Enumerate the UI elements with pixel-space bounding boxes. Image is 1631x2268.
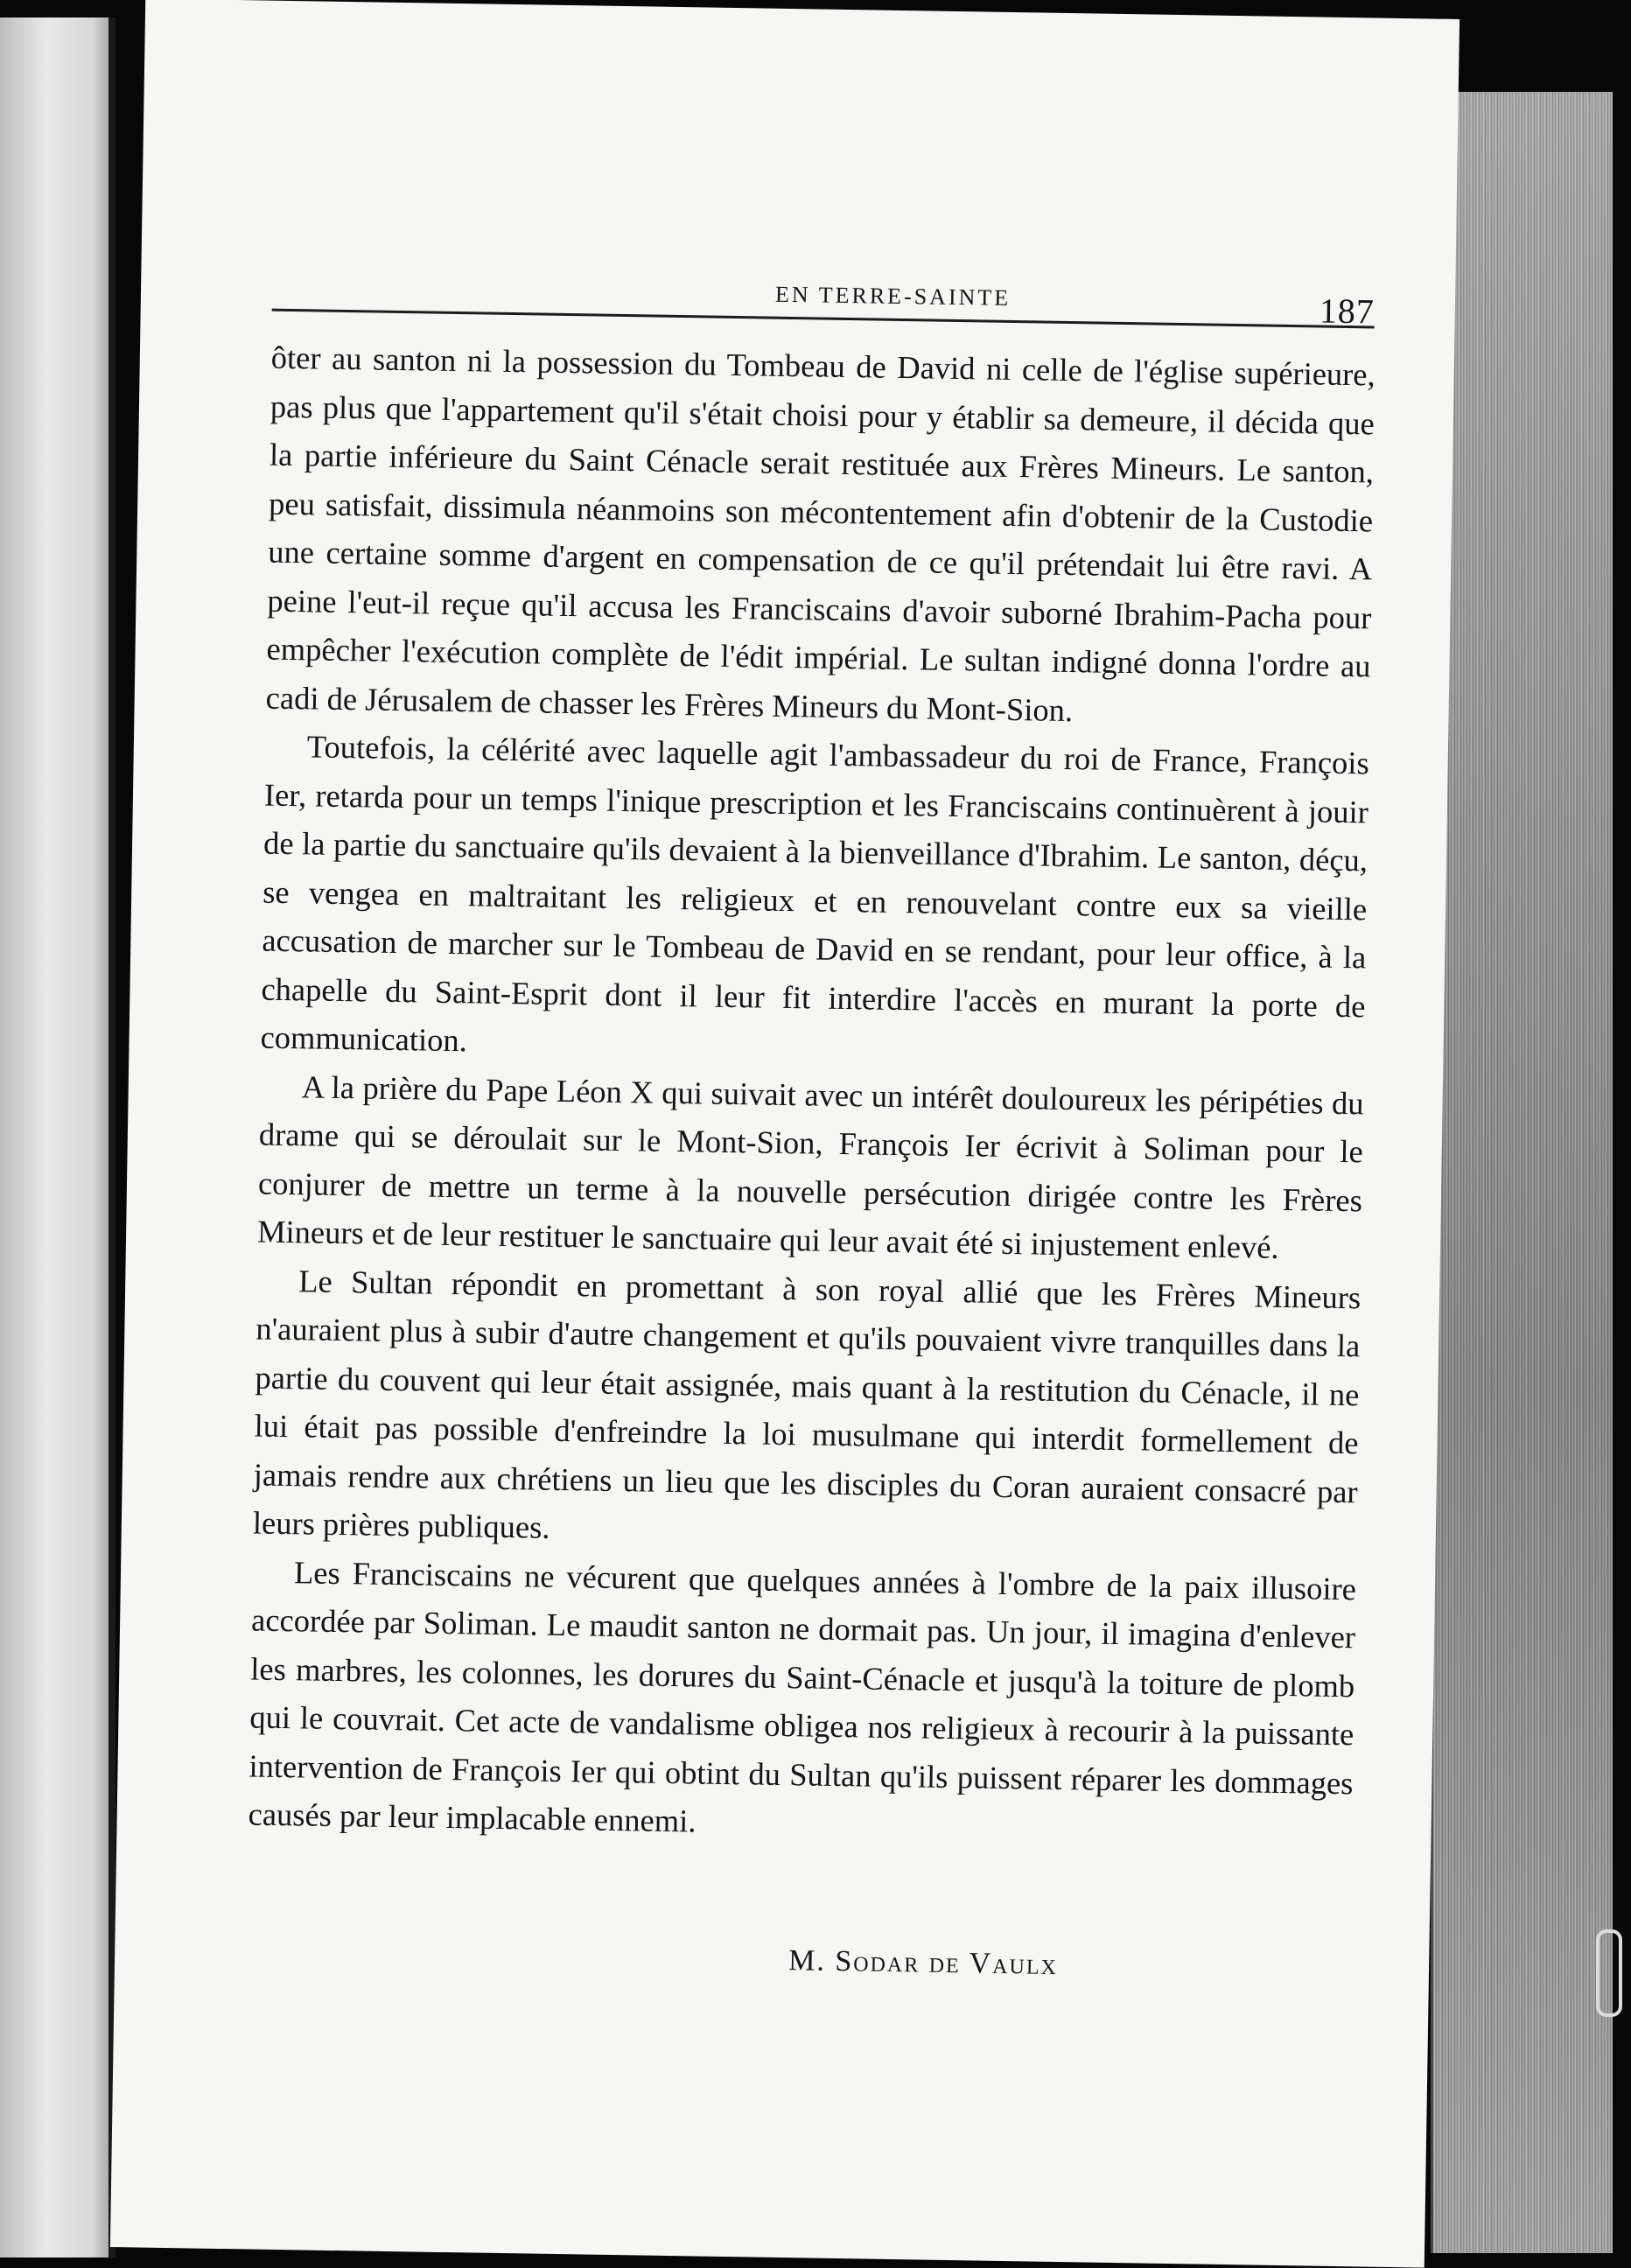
running-head: EN TERRE-SAINTE <box>774 281 1012 311</box>
page-header <box>281 256 1376 332</box>
paragraph-2: Toutefois, la célérité avec laquelle agit l'ambassadeur du roi de France, François Ier, retarda pour un temps l'inique prescription et les Franciscains continuèrent à jouir de la partie du sanctuaire qu'ils devaient à la bienveillance d'Ibrahim. Le santon, déçu, se vengea en maltraitant les religieux et en renouvelant contre eux sa vieille accusation de marcher sur le Tombeau de David en se rendant, pour leur office, à la chapelle du Saint-Esprit dont il leur fit interdire l'accès en murant la porte de communication. <box>260 728 1370 1059</box>
body-text <box>248 333 1376 1856</box>
page-number: 187 <box>1319 290 1376 332</box>
previous-page-edge <box>0 18 116 2258</box>
author-signature: M. Sodar de Vaulx <box>788 1944 1059 1982</box>
paragraph-1: ôter au santon ni la possession du Tombeau de David ni celle de l'église supérieure, pas plus que l'appartement qu'il s'était choisi pour y établir sa demeure, il décida que la partie inférieure du Saint Cénacle serait restituée aux Frères Mineurs. Le santon, peu satisfait, dissimula néanmoins son mécontentement afin d'obtenir de la Custodie une certaine somme d'argent en compensation de ce qu'il prétendait lui être ravi. A peine l'eut-il reçue qu'il accusa les Franciscains d'avoir suborné Ibrahim-Pacha pour empêcher l'exécution complète de l'édit impérial. Le sultan indigné donna l'ordre au cadi de Jérusalem de chasser les Frères Mineurs du Mont-Sion. <box>265 339 1376 728</box>
paragraph-4: Le Sultan répondit en promettant à son royal allié que les Frères Mineurs n'auraient plus à subir d'autre changement et qu'ils pouvaient vivre tranquilles dans la partie du couvent qui leur était assignée, mais quant à la restitution du Cénacle, il ne lui était pas possible d'enfreindre la loi musulmane qui interdit formellement de jamais rendre aux chrétiens un lieu que les disciples du Coran auraient consacré par leurs prières publiques. <box>252 1262 1362 1545</box>
book-page <box>110 0 1460 2268</box>
paragraph-5: Les Franciscains ne vécurent que quelques années à l'ombre de la paix illusoire accordée par Soliman. Le maudit santon ne dormait pas. Un jour, il imagina d'enlever les marbres, les colonnes, les dorures du Saint-Cénacle et jusqu'à la toiture de plomb qui le couvrait. Cet acte de vandalisme obligea nos religieux à recourir à la puissante intervention de François Ier qui obtint du Sultan qu'ils puissent réparer les dommages causés par leur implacable ennemi. <box>248 1553 1357 1839</box>
paragraph-3: A la prière du Pape Léon X qui suivait avec un intérêt douloureux les péripéties du drame qui se déroulait sur le Mont-Sion, François Ier écrivit à Soliman pour le conjurer de mettre un terme à la nouvelle persécution dirigée contre les Frères Mineurs et de leur restituer le sanctuaire qui leur avait été si injustement enlevé. <box>256 1068 1364 1265</box>
binder-clip-icon <box>1596 1929 1622 2017</box>
page-block-edges <box>1431 92 1613 2253</box>
